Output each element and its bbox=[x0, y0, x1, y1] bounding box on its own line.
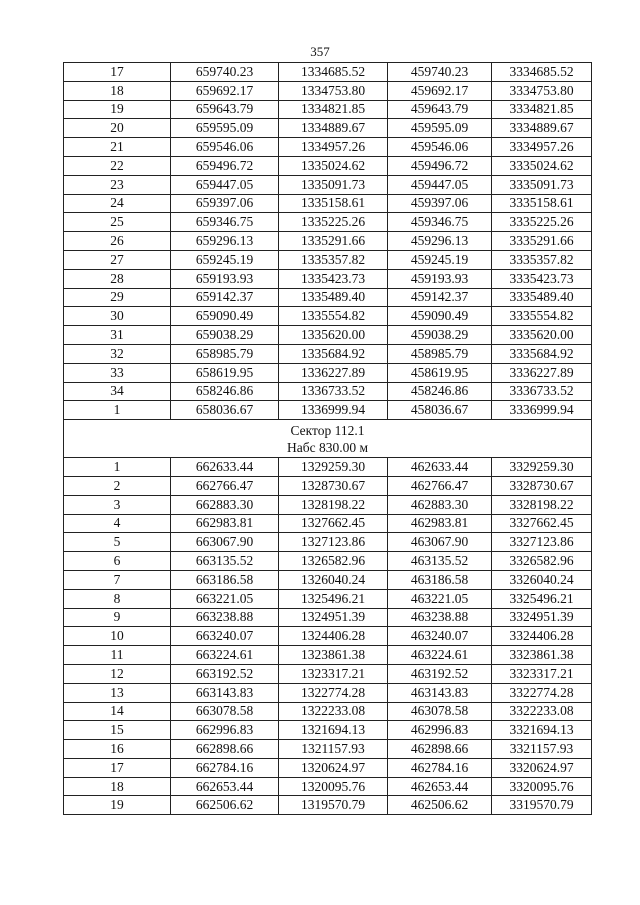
point-number-cell: 34 bbox=[64, 382, 171, 401]
y-coordinate-cell: 1336227.89 bbox=[279, 363, 388, 382]
x-coordinate-cell: 662883.30 bbox=[171, 495, 279, 514]
y-coordinate-cell: 1335158.61 bbox=[279, 194, 388, 213]
table-row bbox=[64, 777, 592, 796]
y-local-coordinate-cell: 3335357.82 bbox=[492, 250, 592, 269]
table-row bbox=[64, 250, 592, 269]
x-coordinate-cell: 662506.62 bbox=[171, 796, 279, 815]
y-local-coordinate-cell: 3334821.85 bbox=[492, 100, 592, 119]
point-number-cell: 19 bbox=[64, 796, 171, 815]
x-coordinate-cell: 663067.90 bbox=[171, 533, 279, 552]
point-number-cell: 8 bbox=[64, 589, 171, 608]
x-local-coordinate-cell: 463224.61 bbox=[388, 646, 492, 665]
table-row bbox=[64, 175, 592, 194]
y-coordinate-cell: 1323317.21 bbox=[279, 664, 388, 683]
table-row bbox=[64, 664, 592, 683]
x-coordinate-cell: 659447.05 bbox=[171, 175, 279, 194]
y-coordinate-cell: 1319570.79 bbox=[279, 796, 388, 815]
point-number-cell: 17 bbox=[64, 758, 171, 777]
x-local-coordinate-cell: 462766.47 bbox=[388, 476, 492, 495]
table-row bbox=[64, 401, 592, 420]
y-local-coordinate-cell: 3322774.28 bbox=[492, 683, 592, 702]
x-coordinate-cell: 663135.52 bbox=[171, 552, 279, 571]
y-local-coordinate-cell: 3324406.28 bbox=[492, 627, 592, 646]
section-header-cell bbox=[64, 420, 592, 458]
point-number-cell: 21 bbox=[64, 138, 171, 157]
x-local-coordinate-cell: 458036.67 bbox=[388, 401, 492, 420]
y-coordinate-cell: 1336999.94 bbox=[279, 401, 388, 420]
point-number-cell: 16 bbox=[64, 740, 171, 759]
point-number-cell: 5 bbox=[64, 533, 171, 552]
x-local-coordinate-cell: 459193.93 bbox=[388, 269, 492, 288]
x-local-coordinate-cell: 459740.23 bbox=[388, 63, 492, 82]
x-coordinate-cell: 659546.06 bbox=[171, 138, 279, 157]
table-row bbox=[64, 589, 592, 608]
point-number-cell: 33 bbox=[64, 363, 171, 382]
coordinates-table bbox=[63, 62, 592, 815]
point-number-cell: 27 bbox=[64, 250, 171, 269]
page-number: 357 bbox=[310, 44, 330, 59]
y-coordinate-cell: 1328198.22 bbox=[279, 495, 388, 514]
y-local-coordinate-cell: 3319570.79 bbox=[492, 796, 592, 815]
point-number-cell: 10 bbox=[64, 627, 171, 646]
y-local-coordinate-cell: 3334957.26 bbox=[492, 138, 592, 157]
y-local-coordinate-cell: 3328730.67 bbox=[492, 476, 592, 495]
y-local-coordinate-cell: 3335158.61 bbox=[492, 194, 592, 213]
x-local-coordinate-cell: 463143.83 bbox=[388, 683, 492, 702]
x-local-coordinate-cell: 462883.30 bbox=[388, 495, 492, 514]
point-number-cell: 1 bbox=[64, 458, 171, 477]
point-number-cell: 24 bbox=[64, 194, 171, 213]
x-local-coordinate-cell: 458246.86 bbox=[388, 382, 492, 401]
table-row bbox=[64, 326, 592, 345]
point-number-cell: 20 bbox=[64, 119, 171, 138]
y-coordinate-cell: 1323861.38 bbox=[279, 646, 388, 665]
x-coordinate-cell: 659643.79 bbox=[171, 100, 279, 119]
y-local-coordinate-cell: 3336227.89 bbox=[492, 363, 592, 382]
x-local-coordinate-cell: 459245.19 bbox=[388, 250, 492, 269]
y-local-coordinate-cell: 3324951.39 bbox=[492, 608, 592, 627]
table-row bbox=[64, 458, 592, 477]
table-row bbox=[64, 213, 592, 232]
y-coordinate-cell: 1335357.82 bbox=[279, 250, 388, 269]
table-row bbox=[64, 702, 592, 721]
x-local-coordinate-cell: 463078.58 bbox=[388, 702, 492, 721]
y-coordinate-cell: 1329259.30 bbox=[279, 458, 388, 477]
table-row bbox=[64, 138, 592, 157]
y-local-coordinate-cell: 3327123.86 bbox=[492, 533, 592, 552]
x-local-coordinate-cell: 462996.83 bbox=[388, 721, 492, 740]
x-local-coordinate-cell: 463221.05 bbox=[388, 589, 492, 608]
point-number-cell: 3 bbox=[64, 495, 171, 514]
table-row bbox=[64, 307, 592, 326]
x-coordinate-cell: 659740.23 bbox=[171, 63, 279, 82]
x-local-coordinate-cell: 459595.09 bbox=[388, 119, 492, 138]
y-coordinate-cell: 1335554.82 bbox=[279, 307, 388, 326]
y-local-coordinate-cell: 3335620.00 bbox=[492, 326, 592, 345]
y-coordinate-cell: 1334753.80 bbox=[279, 81, 388, 100]
x-coordinate-cell: 659245.19 bbox=[171, 250, 279, 269]
point-number-cell: 25 bbox=[64, 213, 171, 232]
x-local-coordinate-cell: 462898.66 bbox=[388, 740, 492, 759]
x-local-coordinate-cell: 459496.72 bbox=[388, 156, 492, 175]
point-number-cell: 22 bbox=[64, 156, 171, 175]
y-coordinate-cell: 1322233.08 bbox=[279, 702, 388, 721]
table-row bbox=[64, 570, 592, 589]
y-local-coordinate-cell: 3329259.30 bbox=[492, 458, 592, 477]
y-coordinate-cell: 1334889.67 bbox=[279, 119, 388, 138]
x-local-coordinate-cell: 458985.79 bbox=[388, 344, 492, 363]
point-number-cell: 15 bbox=[64, 721, 171, 740]
table-row bbox=[64, 627, 592, 646]
y-local-coordinate-cell: 3323861.38 bbox=[492, 646, 592, 665]
y-coordinate-cell: 1335489.40 bbox=[279, 288, 388, 307]
table-row bbox=[64, 476, 592, 495]
table-row bbox=[64, 382, 592, 401]
point-number-cell: 29 bbox=[64, 288, 171, 307]
x-local-coordinate-cell: 463192.52 bbox=[388, 664, 492, 683]
x-coordinate-cell: 659038.29 bbox=[171, 326, 279, 345]
y-local-coordinate-cell: 3334889.67 bbox=[492, 119, 592, 138]
x-coordinate-cell: 663186.58 bbox=[171, 570, 279, 589]
x-local-coordinate-cell: 463238.88 bbox=[388, 608, 492, 627]
point-number-cell: 13 bbox=[64, 683, 171, 702]
table-row bbox=[64, 796, 592, 815]
x-coordinate-cell: 659090.49 bbox=[171, 307, 279, 326]
x-local-coordinate-cell: 462983.81 bbox=[388, 514, 492, 533]
y-local-coordinate-cell: 3321157.93 bbox=[492, 740, 592, 759]
y-coordinate-cell: 1325496.21 bbox=[279, 589, 388, 608]
y-local-coordinate-cell: 3326582.96 bbox=[492, 552, 592, 571]
x-coordinate-cell: 659193.93 bbox=[171, 269, 279, 288]
point-number-cell: 6 bbox=[64, 552, 171, 571]
point-number-cell: 28 bbox=[64, 269, 171, 288]
y-local-coordinate-cell: 3336999.94 bbox=[492, 401, 592, 420]
table-row bbox=[64, 63, 592, 82]
y-local-coordinate-cell: 3320624.97 bbox=[492, 758, 592, 777]
x-coordinate-cell: 659692.17 bbox=[171, 81, 279, 100]
table-row bbox=[64, 608, 592, 627]
x-local-coordinate-cell: 459142.37 bbox=[388, 288, 492, 307]
x-coordinate-cell: 659496.72 bbox=[171, 156, 279, 175]
y-coordinate-cell: 1322774.28 bbox=[279, 683, 388, 702]
point-number-cell: 1 bbox=[64, 401, 171, 420]
y-local-coordinate-cell: 3327662.45 bbox=[492, 514, 592, 533]
y-local-coordinate-cell: 3335423.73 bbox=[492, 269, 592, 288]
x-local-coordinate-cell: 459397.06 bbox=[388, 194, 492, 213]
x-local-coordinate-cell: 459692.17 bbox=[388, 81, 492, 100]
y-coordinate-cell: 1327123.86 bbox=[279, 533, 388, 552]
x-local-coordinate-cell: 459090.49 bbox=[388, 307, 492, 326]
point-number-cell: 30 bbox=[64, 307, 171, 326]
point-number-cell: 9 bbox=[64, 608, 171, 627]
point-number-cell: 7 bbox=[64, 570, 171, 589]
y-local-coordinate-cell: 3336733.52 bbox=[492, 382, 592, 401]
table-row bbox=[64, 119, 592, 138]
y-coordinate-cell: 1320624.97 bbox=[279, 758, 388, 777]
x-coordinate-cell: 663221.05 bbox=[171, 589, 279, 608]
table-row bbox=[64, 646, 592, 665]
table-row bbox=[64, 495, 592, 514]
point-number-cell: 11 bbox=[64, 646, 171, 665]
y-local-coordinate-cell: 3321694.13 bbox=[492, 721, 592, 740]
y-coordinate-cell: 1326040.24 bbox=[279, 570, 388, 589]
y-local-coordinate-cell: 3335684.92 bbox=[492, 344, 592, 363]
y-coordinate-cell: 1335091.73 bbox=[279, 175, 388, 194]
y-coordinate-cell: 1335423.73 bbox=[279, 269, 388, 288]
x-coordinate-cell: 659397.06 bbox=[171, 194, 279, 213]
x-coordinate-cell: 659346.75 bbox=[171, 213, 279, 232]
x-local-coordinate-cell: 459546.06 bbox=[388, 138, 492, 157]
y-coordinate-cell: 1326582.96 bbox=[279, 552, 388, 571]
x-coordinate-cell: 658036.67 bbox=[171, 401, 279, 420]
x-local-coordinate-cell: 458619.95 bbox=[388, 363, 492, 382]
y-local-coordinate-cell: 3326040.24 bbox=[492, 570, 592, 589]
table-row bbox=[64, 344, 592, 363]
x-local-coordinate-cell: 459296.13 bbox=[388, 232, 492, 251]
x-coordinate-cell: 659595.09 bbox=[171, 119, 279, 138]
x-local-coordinate-cell: 459346.75 bbox=[388, 213, 492, 232]
x-coordinate-cell: 663238.88 bbox=[171, 608, 279, 627]
x-coordinate-cell: 659296.13 bbox=[171, 232, 279, 251]
y-coordinate-cell: 1335684.92 bbox=[279, 344, 388, 363]
y-local-coordinate-cell: 3335489.40 bbox=[492, 288, 592, 307]
y-local-coordinate-cell: 3335091.73 bbox=[492, 175, 592, 194]
x-coordinate-cell: 663143.83 bbox=[171, 683, 279, 702]
x-local-coordinate-cell: 463135.52 bbox=[388, 552, 492, 571]
table-row bbox=[64, 363, 592, 382]
x-local-coordinate-cell: 462633.44 bbox=[388, 458, 492, 477]
section-header-row bbox=[64, 420, 592, 458]
table-row bbox=[64, 288, 592, 307]
x-coordinate-cell: 662653.44 bbox=[171, 777, 279, 796]
table-row bbox=[64, 721, 592, 740]
section-subtitle: Набс 830.00 м bbox=[286, 439, 369, 455]
y-local-coordinate-cell: 3334753.80 bbox=[492, 81, 592, 100]
table-row bbox=[64, 552, 592, 571]
y-local-coordinate-cell: 3323317.21 bbox=[492, 664, 592, 683]
table-row bbox=[64, 533, 592, 552]
table-row bbox=[64, 194, 592, 213]
x-local-coordinate-cell: 462653.44 bbox=[388, 777, 492, 796]
y-local-coordinate-cell: 3322233.08 bbox=[492, 702, 592, 721]
y-coordinate-cell: 1335225.26 bbox=[279, 213, 388, 232]
y-coordinate-cell: 1335291.66 bbox=[279, 232, 388, 251]
table-row bbox=[64, 269, 592, 288]
x-coordinate-cell: 662766.47 bbox=[171, 476, 279, 495]
x-coordinate-cell: 662898.66 bbox=[171, 740, 279, 759]
y-coordinate-cell: 1334821.85 bbox=[279, 100, 388, 119]
x-local-coordinate-cell: 462784.16 bbox=[388, 758, 492, 777]
y-coordinate-cell: 1321694.13 bbox=[279, 721, 388, 740]
x-coordinate-cell: 662784.16 bbox=[171, 758, 279, 777]
y-local-coordinate-cell: 3335024.62 bbox=[492, 156, 592, 175]
y-local-coordinate-cell: 3335554.82 bbox=[492, 307, 592, 326]
y-coordinate-cell: 1324951.39 bbox=[279, 608, 388, 627]
y-coordinate-cell: 1321157.93 bbox=[279, 740, 388, 759]
table-row bbox=[64, 156, 592, 175]
point-number-cell: 12 bbox=[64, 664, 171, 683]
table-row bbox=[64, 683, 592, 702]
x-coordinate-cell: 659142.37 bbox=[171, 288, 279, 307]
x-coordinate-cell: 658246.86 bbox=[171, 382, 279, 401]
y-coordinate-cell: 1335024.62 bbox=[279, 156, 388, 175]
point-number-cell: 31 bbox=[64, 326, 171, 345]
x-local-coordinate-cell: 459038.29 bbox=[388, 326, 492, 345]
x-coordinate-cell: 662983.81 bbox=[171, 514, 279, 533]
y-local-coordinate-cell: 3325496.21 bbox=[492, 589, 592, 608]
table-row bbox=[64, 758, 592, 777]
x-coordinate-cell: 663192.52 bbox=[171, 664, 279, 683]
y-local-coordinate-cell: 3334685.52 bbox=[492, 63, 592, 82]
y-coordinate-cell: 1335620.00 bbox=[279, 326, 388, 345]
y-coordinate-cell: 1327662.45 bbox=[279, 514, 388, 533]
point-number-cell: 19 bbox=[64, 100, 171, 119]
section-header-group bbox=[64, 420, 592, 458]
table-row bbox=[64, 232, 592, 251]
y-coordinate-cell: 1334957.26 bbox=[279, 138, 388, 157]
x-coordinate-cell: 663078.58 bbox=[171, 702, 279, 721]
point-number-cell: 14 bbox=[64, 702, 171, 721]
x-local-coordinate-cell: 463067.90 bbox=[388, 533, 492, 552]
table-row bbox=[64, 514, 592, 533]
y-coordinate-cell: 1336733.52 bbox=[279, 382, 388, 401]
x-coordinate-cell: 663240.07 bbox=[171, 627, 279, 646]
x-coordinate-cell: 658985.79 bbox=[171, 344, 279, 363]
table-row bbox=[64, 740, 592, 759]
section-title: Сектор 112.1 bbox=[290, 422, 365, 438]
x-coordinate-cell: 662996.83 bbox=[171, 721, 279, 740]
x-coordinate-cell: 662633.44 bbox=[171, 458, 279, 477]
y-local-coordinate-cell: 3320095.76 bbox=[492, 777, 592, 796]
coordinates-table-part-2 bbox=[64, 458, 592, 815]
x-local-coordinate-cell: 459643.79 bbox=[388, 100, 492, 119]
y-coordinate-cell: 1320095.76 bbox=[279, 777, 388, 796]
point-number-cell: 18 bbox=[64, 81, 171, 100]
table-row bbox=[64, 100, 592, 119]
point-number-cell: 18 bbox=[64, 777, 171, 796]
y-local-coordinate-cell: 3335225.26 bbox=[492, 213, 592, 232]
point-number-cell: 26 bbox=[64, 232, 171, 251]
point-number-cell: 23 bbox=[64, 175, 171, 194]
table-row bbox=[64, 81, 592, 100]
point-number-cell: 32 bbox=[64, 344, 171, 363]
y-coordinate-cell: 1328730.67 bbox=[279, 476, 388, 495]
point-number-cell: 17 bbox=[64, 63, 171, 82]
y-local-coordinate-cell: 3328198.22 bbox=[492, 495, 592, 514]
x-local-coordinate-cell: 459447.05 bbox=[388, 175, 492, 194]
x-coordinate-cell: 663224.61 bbox=[171, 646, 279, 665]
y-coordinate-cell: 1334685.52 bbox=[279, 63, 388, 82]
point-number-cell: 2 bbox=[64, 476, 171, 495]
x-local-coordinate-cell: 462506.62 bbox=[388, 796, 492, 815]
x-local-coordinate-cell: 463240.07 bbox=[388, 627, 492, 646]
coordinates-table-part-1 bbox=[64, 63, 592, 420]
point-number-cell: 4 bbox=[64, 514, 171, 533]
x-coordinate-cell: 658619.95 bbox=[171, 363, 279, 382]
x-local-coordinate-cell: 463186.58 bbox=[388, 570, 492, 589]
y-coordinate-cell: 1324406.28 bbox=[279, 627, 388, 646]
y-local-coordinate-cell: 3335291.66 bbox=[492, 232, 592, 251]
